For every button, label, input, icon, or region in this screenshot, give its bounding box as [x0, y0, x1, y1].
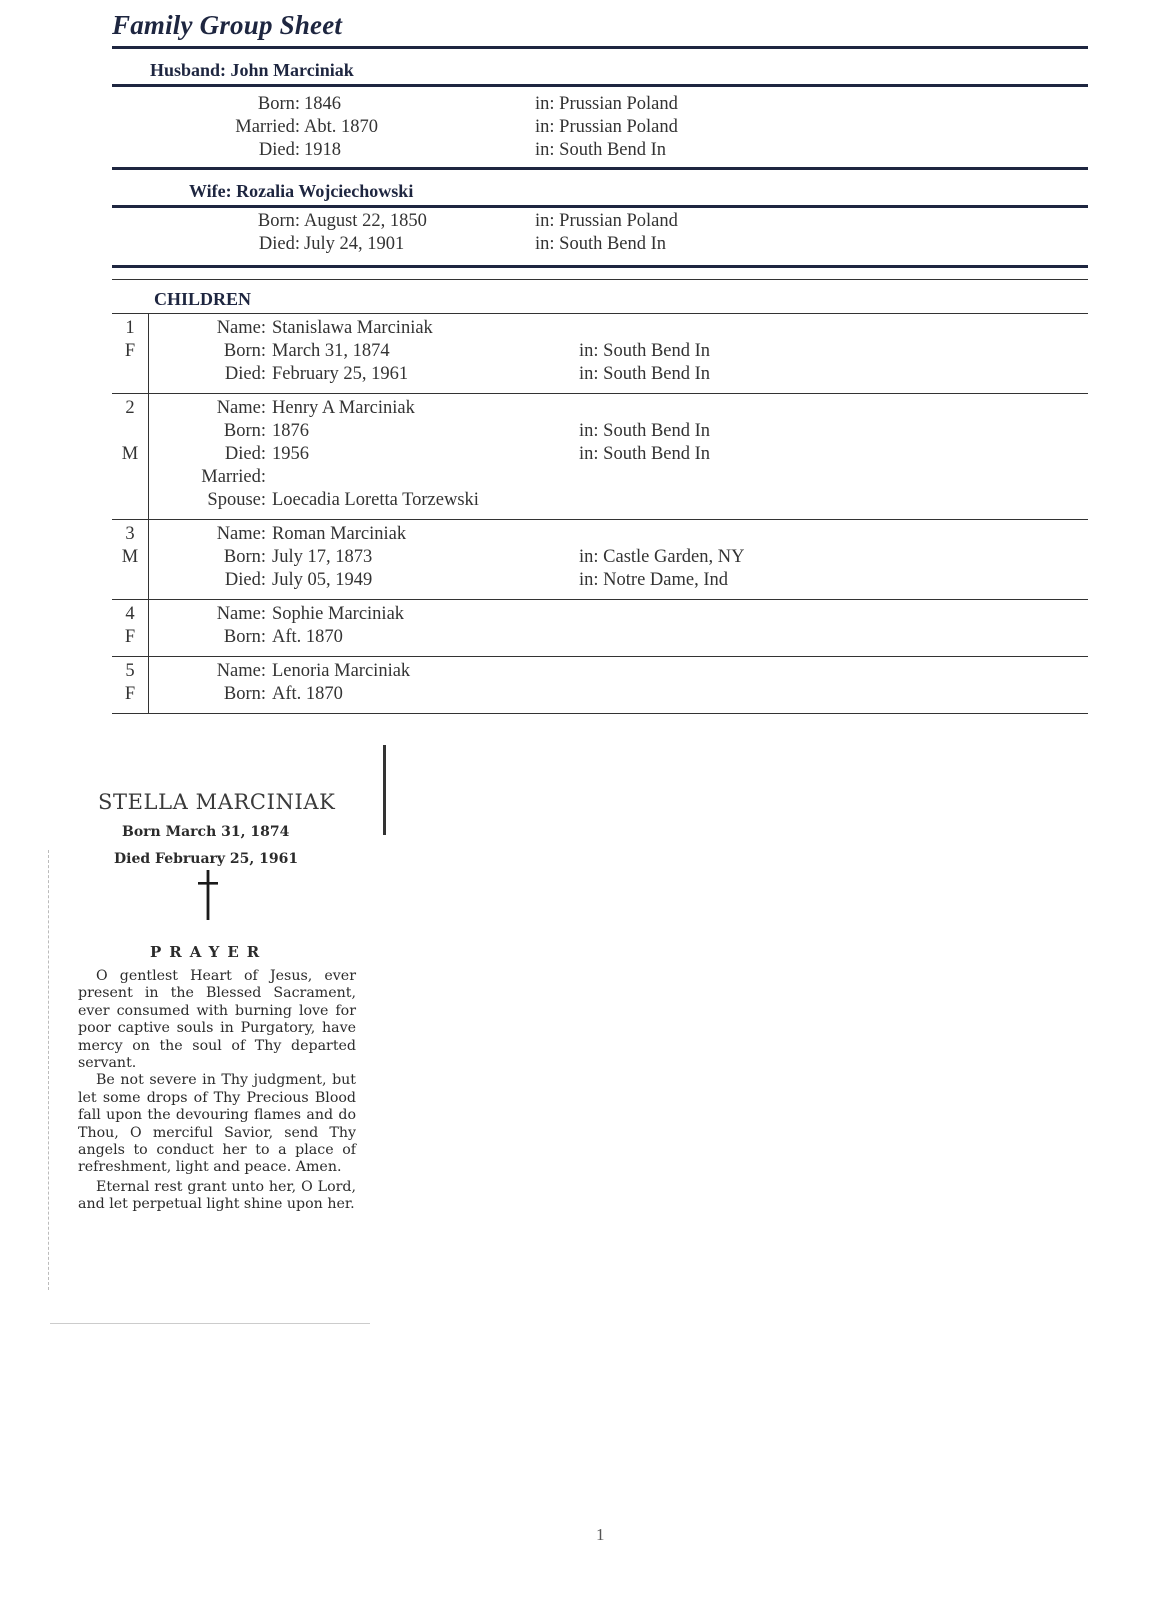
child-fact-label: Name: — [216, 604, 266, 624]
child-fact-label: Born: — [223, 547, 266, 567]
child-fact-row — [112, 490, 1088, 512]
fact-place: in: South Bend In — [535, 234, 667, 254]
wife-header: Wife: Rozalia Wojciechowski — [189, 181, 414, 201]
child-number: 1 — [125, 318, 135, 338]
fact-row — [112, 140, 1088, 162]
fact-place: in: South Bend In — [535, 140, 667, 160]
child-fact-place: in: South Bend In — [579, 444, 711, 464]
fact-value: 1846 — [304, 94, 341, 114]
husband-section-end-rule — [112, 167, 1088, 170]
fact-value: August 22, 1850 — [304, 211, 427, 231]
fact-row — [112, 94, 1088, 116]
child-fact-value: Aft. 1870 — [272, 684, 343, 704]
child-fact-value: Henry A Marciniak — [272, 398, 415, 418]
prayer-paragraph: Eternal rest grant unto her, O Lord, and let perpetual light shine upon her. — [78, 1178, 356, 1213]
child-fact-place: in: Castle Garden, NY — [579, 547, 745, 567]
fact-label: Born: — [257, 211, 300, 231]
clipping-bottom-edge — [50, 1323, 370, 1324]
child-fact-row — [112, 398, 1088, 420]
prayer-paragraph: Be not severe in Thy judgment, but let some drops of Thy Precious Blood fall upon the devouring flames and do Thou, O merciful Savior, send Thy angels to conduct her to a place of refreshment, light and peace. Amen. — [78, 1072, 356, 1176]
child-fact-place: in: Notre Dame, Ind — [579, 570, 728, 590]
child-fact-label: Born: — [223, 627, 266, 647]
child-fact-label: Name: — [216, 398, 266, 418]
child-sex: F — [124, 627, 136, 647]
child-number: 4 — [125, 604, 135, 624]
child-fact-row — [112, 661, 1088, 683]
page-number: 1 — [596, 1525, 605, 1544]
child-entry — [112, 394, 1088, 520]
husband-rule — [112, 84, 1088, 87]
child-fact-label: Married: — [201, 467, 266, 487]
wife-rule — [112, 205, 1088, 208]
child-sex: F — [124, 684, 136, 704]
latin-cross-icon — [198, 870, 218, 920]
fact-place: in: Prussian Poland — [535, 117, 678, 137]
child-fact-label: Died: — [224, 364, 266, 384]
child-entry — [112, 520, 1088, 600]
child-fact-value: Stanislawa Marciniak — [272, 318, 433, 338]
fact-value: Abt. 1870 — [304, 117, 378, 137]
child-fact-label: Name: — [216, 318, 266, 338]
child-fact-row — [112, 341, 1088, 363]
child-fact-place: in: South Bend In — [579, 364, 711, 384]
child-fact-row — [112, 684, 1088, 706]
child-number: 3 — [125, 524, 135, 544]
child-fact-row — [112, 318, 1088, 340]
child-fact-label: Spouse: — [207, 490, 266, 510]
prayer-text — [78, 968, 356, 1214]
child-fact-value: Aft. 1870 — [272, 627, 343, 647]
child-fact-row — [112, 421, 1088, 443]
clipping-died: Died February 25, 1961 — [114, 851, 299, 867]
fact-place: in: Prussian Poland — [535, 94, 678, 114]
fact-place: in: Prussian Poland — [535, 211, 678, 231]
clipping-name: STELLA MARCINIAK — [98, 790, 336, 814]
child-fact-value: Roman Marciniak — [272, 524, 407, 544]
child-fact-value: July 17, 1873 — [272, 547, 373, 567]
fact-label: Died: — [258, 234, 300, 254]
child-entry — [112, 314, 1088, 394]
child-fact-place: in: South Bend In — [579, 421, 711, 441]
wife-section-end-rule — [112, 265, 1088, 268]
child-fact-row — [112, 444, 1088, 466]
prayer-title: PRAYER — [150, 943, 268, 961]
fact-label: Married: — [235, 117, 300, 137]
fact-row — [112, 211, 1088, 233]
child-fact-label: Born: — [223, 341, 266, 361]
child-fact-row — [112, 604, 1088, 626]
child-fact-value: 1876 — [272, 421, 309, 441]
child-fact-label: Born: — [223, 421, 266, 441]
clipping-edge-mark — [383, 745, 386, 835]
husband-header: Husband: John Marciniak — [150, 60, 354, 80]
clipping-born: Born March 31, 1874 — [122, 824, 290, 840]
child-fact-row — [112, 547, 1088, 569]
child-fact-value: February 25, 1961 — [272, 364, 409, 384]
child-fact-label: Died: — [224, 570, 266, 590]
fact-label: Born: — [257, 94, 300, 114]
child-entry — [112, 657, 1088, 714]
child-fact-label: Died: — [224, 444, 266, 464]
child-fact-row — [112, 467, 1088, 489]
children-top-rule — [112, 279, 1088, 280]
child-number: 2 — [125, 398, 135, 418]
fact-label: Died: — [258, 140, 300, 160]
page-title: Family Group Sheet — [112, 10, 343, 40]
child-fact-value: Loecadia Loretta Torzewski — [272, 490, 479, 510]
child-sex: M — [121, 547, 139, 567]
fact-value: July 24, 1901 — [304, 234, 405, 254]
child-fact-row — [112, 627, 1088, 649]
child-fact-row — [112, 524, 1088, 546]
children-table — [112, 314, 1088, 714]
child-fact-value: Lenoria Marciniak — [272, 661, 411, 681]
child-fact-value: July 05, 1949 — [272, 570, 373, 590]
child-number: 5 — [125, 661, 135, 681]
clipping-left-edge — [48, 850, 50, 1290]
child-fact-row — [112, 364, 1088, 386]
fact-row — [112, 234, 1088, 256]
prayer-paragraph: O gentlest Heart of Jesus, ever present in the Blessed Sacrament, ever consumed with burning love for poor captive souls in Purgatory, have mercy on the soul of Thy departed servant. — [78, 968, 356, 1072]
title-rule — [112, 46, 1088, 49]
child-fact-label: Born: — [223, 684, 266, 704]
child-fact-label: Name: — [216, 661, 266, 681]
child-fact-place: in: South Bend In — [579, 341, 711, 361]
child-entry — [112, 600, 1088, 657]
child-fact-row — [112, 570, 1088, 592]
child-sex: F — [124, 341, 136, 361]
fact-row — [112, 117, 1088, 139]
child-fact-label: Name: — [216, 524, 266, 544]
fact-value: 1918 — [304, 140, 341, 160]
children-header: CHILDREN — [154, 289, 252, 309]
child-fact-value: March 31, 1874 — [272, 341, 390, 361]
child-fact-value: 1956 — [272, 444, 309, 464]
child-fact-value: Sophie Marciniak — [272, 604, 405, 624]
child-sex: M — [121, 444, 139, 464]
